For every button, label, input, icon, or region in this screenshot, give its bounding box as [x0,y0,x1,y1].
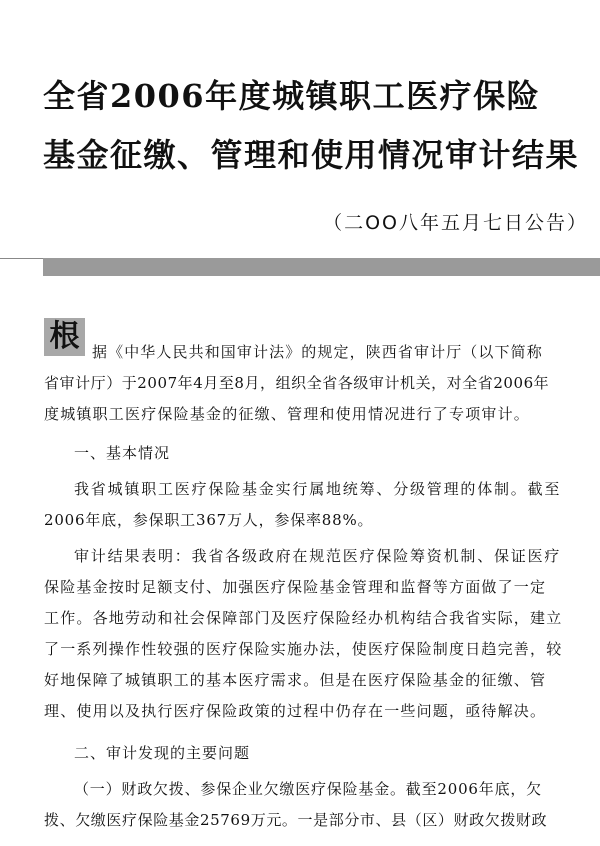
paragraph-line: 拨、欠缴医疗保险基金25769万元。一是部分市、县（区）财政欠拨财政 [44,811,548,829]
paragraph-line: 审计结果表明：我省各级政府在规范医疗保险筹资机制、保证医疗 [74,547,562,565]
paragraph-line: 了一系列操作性较强的医疗保险实施办法，使医疗保险制度日趋完善，较 [44,640,563,658]
header-rule-bar [43,258,600,276]
header-rule-thin [0,258,43,259]
document-title-line-1: 全省2006年度城镇职工医疗保险 [43,77,541,115]
section-heading-problems: 二、审计发现的主要问题 [74,744,251,762]
section-heading-basic: 一、基本情况 [74,444,171,462]
paragraph-line: 工作。各地劳动和社会保障部门及医疗保险经办机构结合我省实际，建立 [44,609,563,627]
paragraph-line: 保险基金按时足额支付、加强医疗保险基金管理和监督等方面做了一定 [44,578,547,596]
intro-line: 据《中华人民共和国审计法》的规定，陕西省审计厅（以下简称 [92,343,543,361]
paragraph-line: 好地保障了城镇职工的基本医疗需求。但是在医疗保险基金的征缴、管 [44,671,547,689]
paragraph-line: 2006年底，参保职工367万人，参保率88%。 [44,511,374,529]
paragraph-line: 我省城镇职工医疗保险基金实行属地统筹、分级管理的体制。截至 [74,480,562,498]
intro-line: 度城镇职工医疗保险基金的征缴、管理和使用情况进行了专项审计。 [44,405,531,423]
document-title-line-2: 基金征缴、管理和使用情况审计结果 [43,136,580,174]
announcement-date: （二OO八年五月七日公告） [323,212,588,234]
paragraph-line: （一）财政欠拨、参保企业欠缴医疗保险基金。截至2006年底，欠 [74,780,542,798]
paragraph-line: 理、使用以及执行医疗保险政策的过程中仍存在一些问题，亟待解决。 [44,702,547,720]
intro-line: 省审计厅）于2007年4月至8月，组织全省各级审计机关，对全省2006年 [44,374,550,392]
drop-cap: 根 [44,318,85,356]
